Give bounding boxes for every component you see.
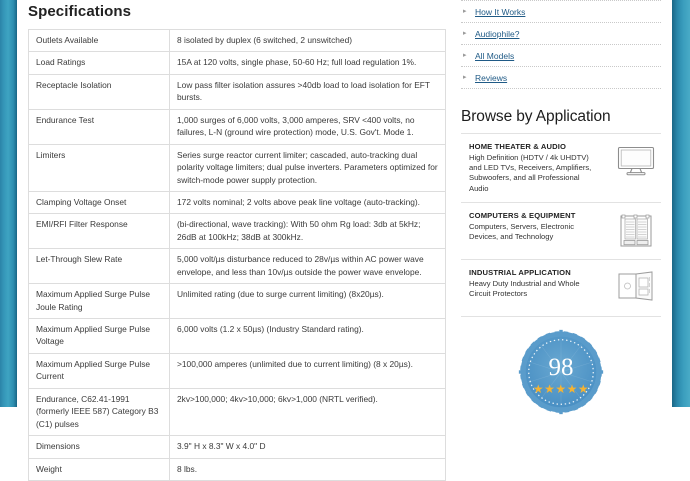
- rating-badge-stars: ★★★★★: [532, 382, 590, 396]
- spec-value: 1,000 surges of 6,000 volts, 3,000 amperes, SRV <400 volts, no failures, L-N (ground wire protection) mode, U.S. Gov't. Mode 1.: [170, 109, 446, 144]
- browse-by-application-title: Browse by Application: [461, 108, 611, 125]
- sidebar-item-label[interactable]: How It Works: [475, 6, 526, 17]
- server-rack-icon: [611, 211, 661, 249]
- sidebar: [461, 0, 661, 415]
- application-item-description: Computers, Servers, Electronic Devices, and Technology: [469, 221, 575, 242]
- sidebar-item-label[interactable]: Reviews: [475, 72, 508, 83]
- spec-value: 8 isolated by duplex (6 switched, 2 unswitched): [170, 30, 446, 52]
- rating-badge-score: 98: [548, 354, 574, 381]
- spec-value: 3.9" H x 8.3" W x 4.0" D: [170, 436, 446, 458]
- table-row: [29, 436, 446, 458]
- sidebar-item-label[interactable]: All Models: [475, 50, 515, 61]
- spec-label: Maximum Applied Surge Pulse Current: [29, 353, 170, 388]
- rating-badge-wrap: [461, 317, 661, 415]
- spec-value: Unlimited rating (due to surge current limiting) (8x20µs).: [170, 284, 446, 319]
- table-row: [29, 284, 446, 319]
- application-item-heading: COMPUTERS & EQUIPMENT: [469, 211, 576, 220]
- spec-value: 15A at 120 volts, single phase, 50-60 Hz; full load regulation 1%.: [170, 52, 446, 74]
- table-row: [29, 52, 446, 74]
- application-item-text: [461, 142, 599, 194]
- spec-value: Low pass filter isolation assures >40db load to load isolation for EFT bursts.: [170, 74, 446, 109]
- application-item-description: High Definition (HDTV / 4k UHDTV) and LED TVs, Receivers, Amplifiers, Subwoofers, and all Professional Audio: [469, 152, 592, 193]
- application-item-text: [461, 211, 599, 242]
- sidebar-item-reviews[interactable]: [461, 67, 661, 89]
- table-row: [29, 388, 446, 435]
- spec-label: Endurance Test: [29, 109, 170, 144]
- spec-label: Receptacle Isolation: [29, 74, 170, 109]
- table-row: [29, 319, 446, 354]
- spec-label: Load Ratings: [29, 52, 170, 74]
- spec-label: Maximum Applied Surge Pulse Joule Rating: [29, 284, 170, 319]
- spec-label: Outlets Available: [29, 30, 170, 52]
- browse-by-application-list: [461, 133, 661, 317]
- table-row: [29, 74, 446, 109]
- spec-value: Series surge reactor current limiter; cascaded, auto-tracking dual polarity voltage limiters; dual pulse inverters. Parameters optimized for switch-mode power supply protection.: [170, 144, 446, 191]
- sidebar-item-how-it-works[interactable]: [461, 1, 661, 23]
- table-row: [29, 191, 446, 213]
- application-item-text: [461, 268, 599, 299]
- application-item-industrial[interactable]: [461, 260, 661, 317]
- application-item-description: Heavy Duty Industrial and Whole Circuit Protectors: [469, 278, 580, 299]
- sidebar-item-audiophile[interactable]: [461, 23, 661, 45]
- sidebar-nav-list: [461, 0, 661, 89]
- chevron-right-icon: ▸: [463, 8, 467, 15]
- application-item-heading: INDUSTRIAL APPLICATION: [469, 268, 571, 277]
- chevron-right-icon: ▸: [463, 52, 467, 59]
- spec-value: 8 lbs.: [170, 458, 446, 480]
- table-row: [29, 109, 446, 144]
- page-content: [17, 0, 672, 474]
- spec-value: 172 volts nominal; 2 volts above peak line voltage (auto-tracking).: [170, 191, 446, 213]
- spec-label: Endurance, C62.41-1991 (formerly IEEE 587) Category B3 (C1) pulses: [29, 388, 170, 435]
- application-item-home-theater[interactable]: [461, 134, 661, 203]
- table-row: [29, 353, 446, 388]
- spec-value: (bi-directional, wave tracking): With 50 ohm Rg load: 3db at 5kHz; 26dB at 100kHz; 38dB at 300kHz.: [170, 214, 446, 249]
- spec-label: EMI/RFI Filter Response: [29, 214, 170, 249]
- rating-badge: [518, 329, 604, 415]
- spec-value: >100,000 amperes (unlimited due to current limiting) (8 x 20µs).: [170, 353, 446, 388]
- application-item-computers[interactable]: [461, 203, 661, 260]
- sidebar-item-label[interactable]: Audiophile?: [475, 28, 520, 39]
- table-row: [29, 249, 446, 284]
- chevron-right-icon: ▸: [463, 74, 467, 81]
- specifications-table: [28, 29, 446, 481]
- spec-label: Maximum Applied Surge Pulse Voltage: [29, 319, 170, 354]
- spec-label: Let-Through Slew Rate: [29, 249, 170, 284]
- table-row: [29, 144, 446, 191]
- page-edge-gradient-right: [672, 0, 690, 407]
- table-row: [29, 214, 446, 249]
- page-title: Specifications: [28, 3, 132, 20]
- spec-label: Clamping Voltage Onset: [29, 191, 170, 213]
- spec-label: Dimensions: [29, 436, 170, 458]
- application-item-heading: HOME THEATER & AUDIO: [469, 142, 567, 151]
- spec-value: 6,000 volts (1.2 x 50µs) (Industry Standard rating).: [170, 319, 446, 354]
- spec-label: Limiters: [29, 144, 170, 191]
- specifications-section: [17, 0, 457, 481]
- sidebar-item-all-models[interactable]: [461, 45, 661, 67]
- spec-label: Weight: [29, 458, 170, 480]
- table-row: [29, 30, 446, 52]
- industrial-enclosure-icon: [611, 268, 661, 302]
- page-edge-gradient-left: [0, 0, 17, 407]
- chevron-right-icon: ▸: [463, 30, 467, 37]
- table-row: [29, 458, 446, 480]
- specifications-table-body: [29, 30, 446, 481]
- spec-value: 5,000 volt/µs disturbance reduced to 28v/µs within AC power wave envelope, and less than 10v/µs outside the power wave envelope.: [170, 249, 446, 284]
- television-icon: [611, 142, 661, 176]
- spec-value: 2kv>100,000; 4kv>10,000; 6kv>1,000 (NRTL verified).: [170, 388, 446, 435]
